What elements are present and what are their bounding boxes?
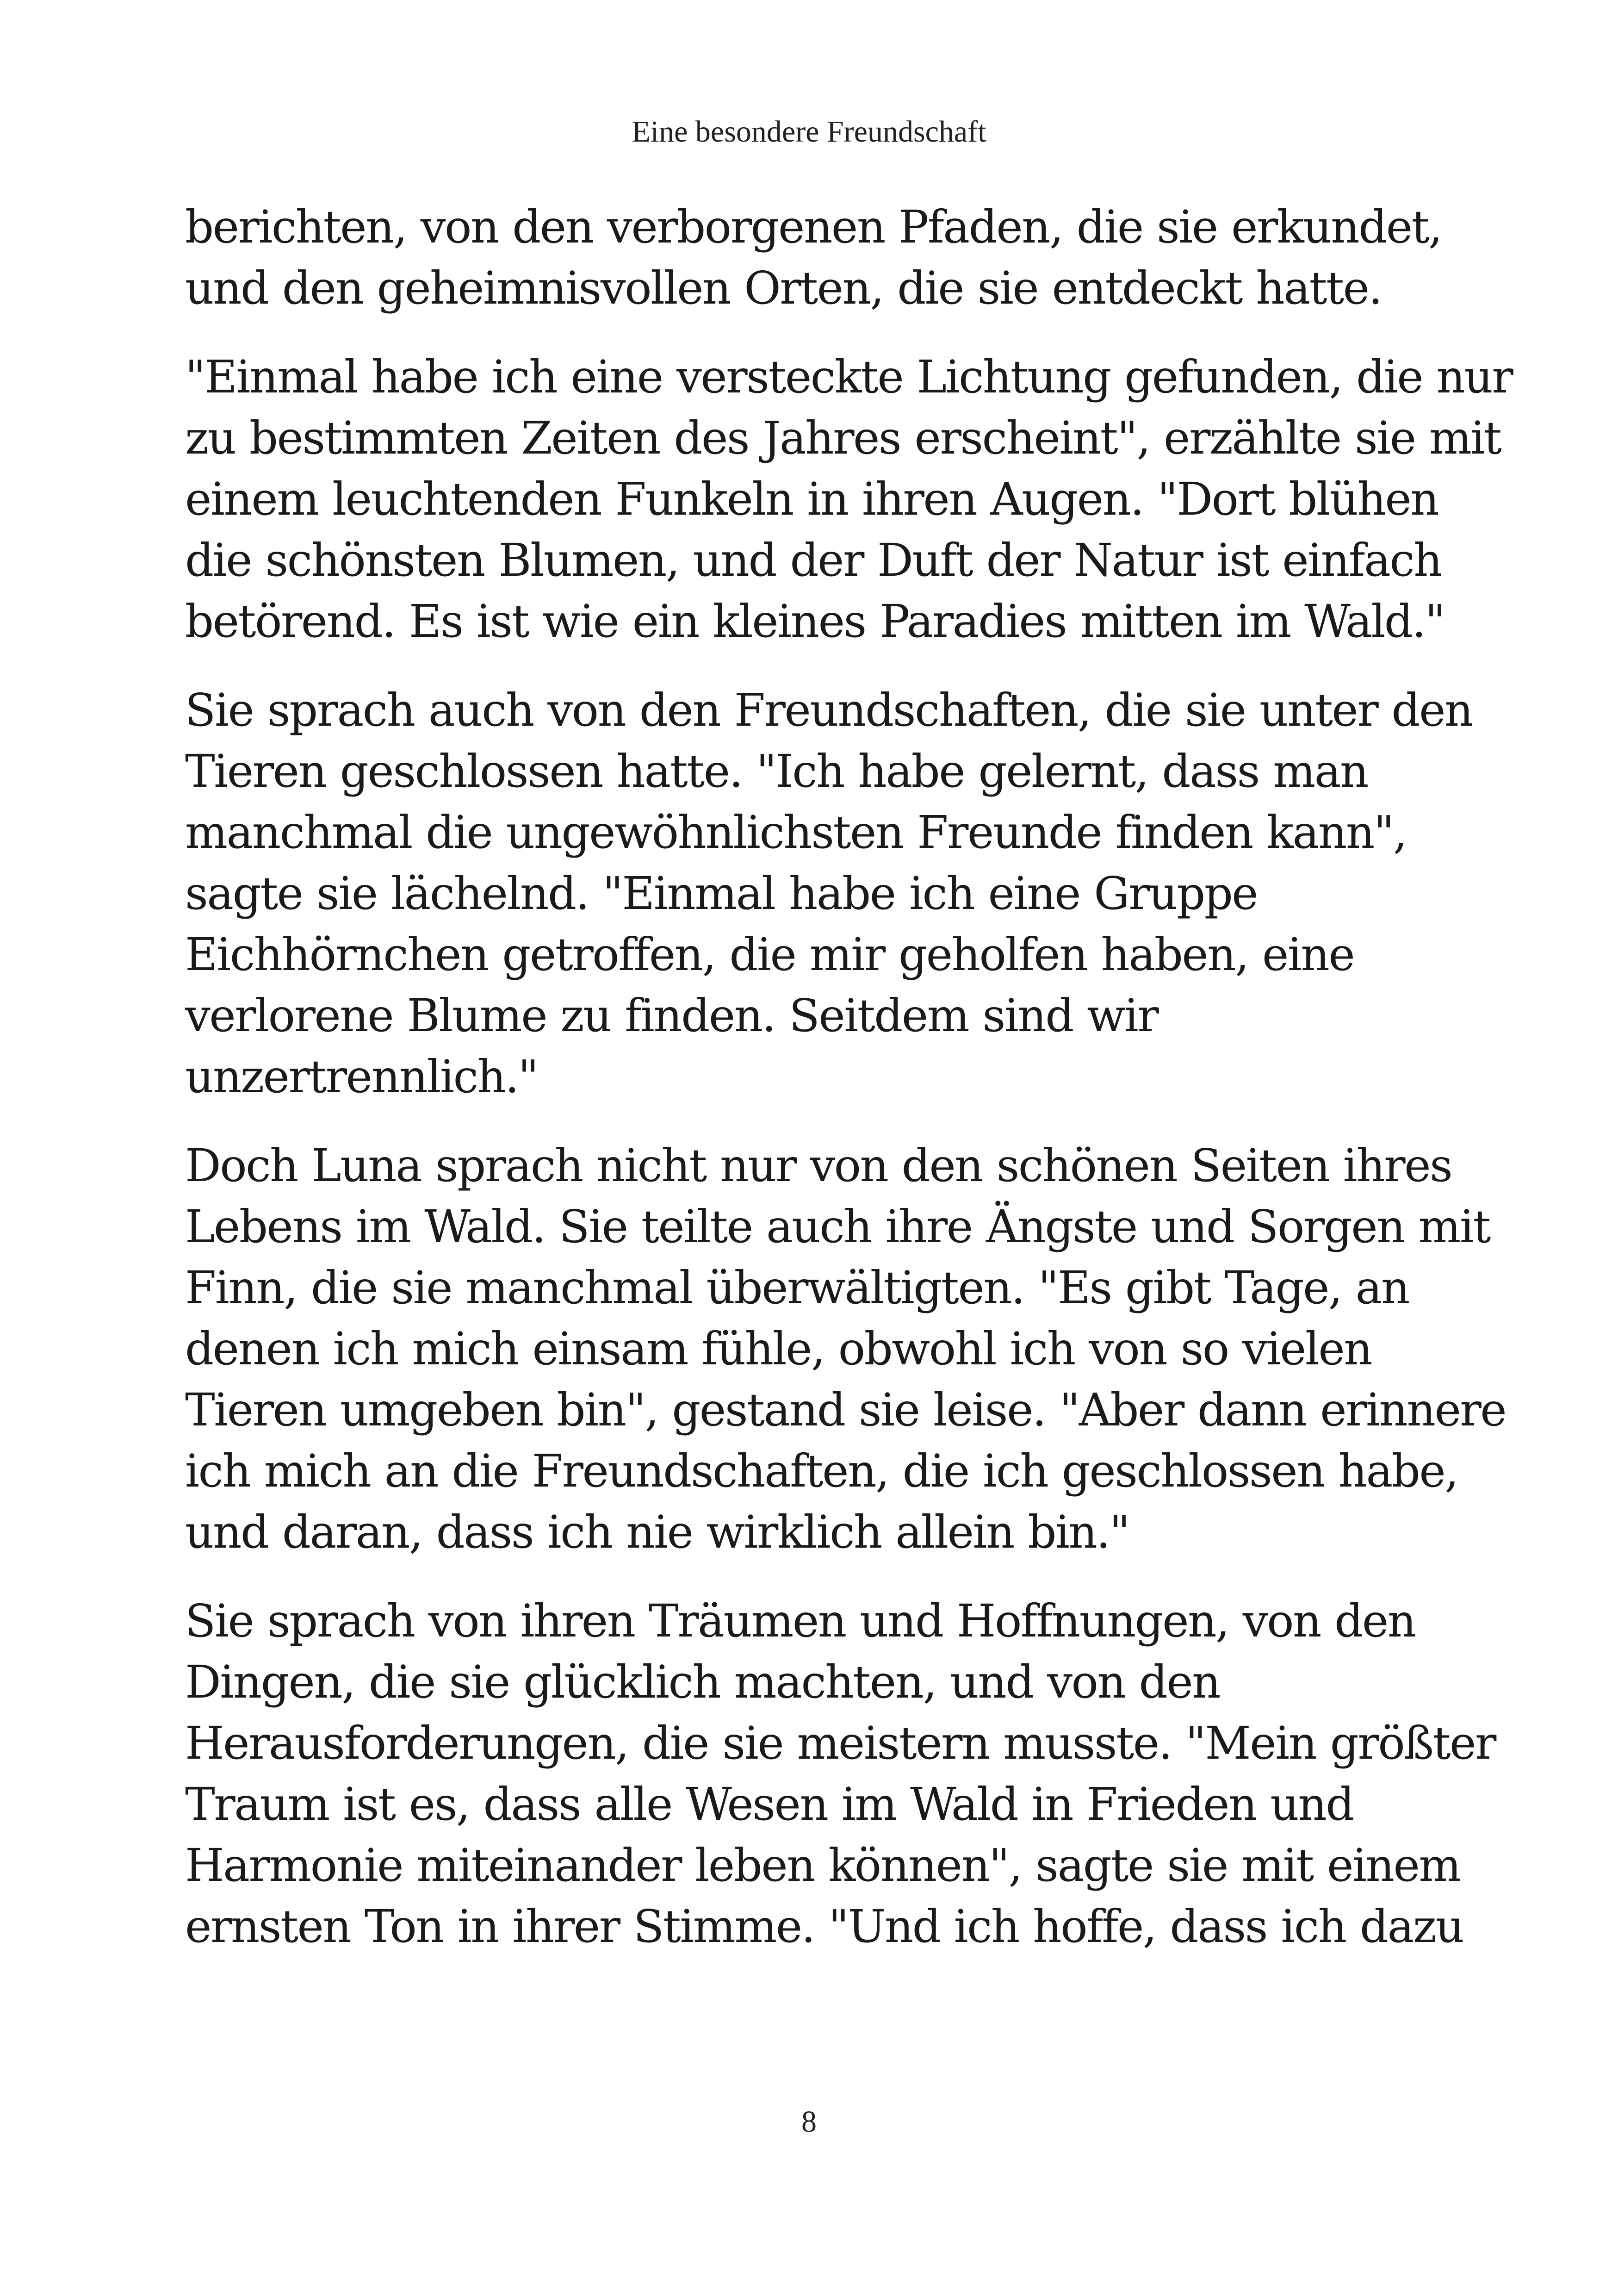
text-line: und den geheimnisvollen Orten, die sie entdeckt hatte. [185,262,1382,314]
text-line: Eichhörnchen getroffen, die mir geholfen haben, eine [185,928,1354,981]
text-line: berichten, von den verborgenen Pfaden, die sie erkundet, [185,201,1442,253]
running-header: Eine besondere Freundschaft [632,115,986,149]
text-line: "Einmal habe ich eine versteckte Lichtung gefunden, die nur [185,351,1513,403]
text-line: die schönsten Blumen, und der Duft der Natur ist einfach [185,534,1442,586]
text-line: denen ich mich einsam fühle, obwohl ich von so vielen [185,1323,1372,1375]
text-line: Harmonie miteinander leben können", sagte sie mit einem [185,1839,1460,1892]
text-line: verlorene Blume zu finden. Seitdem sind wir [185,989,1158,1042]
text-line: Tieren geschlossen hatte. "Ich habe gelernt, dass man [185,745,1368,797]
text-line: und daran, dass ich nie wirklich allein bin." [185,1506,1129,1558]
page-number: 8 [801,2105,817,2139]
paragraph [185,1591,1495,1957]
text-line: Sie sprach auch von den Freundschaften, die sie unter den [185,684,1472,736]
text-line: Lebens im Wald. Sie teilte auch ihre Ängste und Sorgen mit [185,1201,1490,1253]
text-line: betörend. Es ist wie ein kleines Paradies mitten im Wald." [185,595,1444,647]
text-line: Herausforderungen, die sie meistern musste. "Mein größter [185,1717,1495,1769]
text-line: Sie sprach von ihren Träumen und Hoffnungen, von den [185,1595,1415,1647]
paragraph [185,197,1462,319]
text-line: ich mich an die Freundschaften, die ich geschlossen habe, [185,1445,1458,1497]
text-line: Finn, die sie manchmal überwältigten. "Es gibt Tage, an [185,1262,1409,1314]
paragraph [185,680,1472,1108]
text-line: einem leuchtenden Funkeln in ihren Augen. "Dort blühen [185,473,1438,525]
text-line: Doch Luna sprach nicht nur von den schönen Seiten ihres [185,1139,1452,1192]
text-line: sagte sie lächelnd. "Einmal habe ich eine Gruppe [185,867,1258,920]
text-line: Traum ist es, dass alle Wesen im Wald in Frieden und [185,1778,1353,1830]
text-line: Tieren umgeben bin", gestand sie leise. "Aber dann erinnere [185,1384,1506,1436]
text-line: unzertrennlich." [185,1051,538,1103]
text-line: zu bestimmten Zeiten des Jahres erscheint", erzählte sie mit [185,412,1501,464]
text-line: Dingen, die sie glücklich machten, und von den [185,1656,1220,1708]
paragraph [185,347,1513,652]
text-line: manchmal die ungewöhnlichsten Freunde finden kann", [185,806,1407,859]
text-line: ernsten Ton in ihrer Stimme. "Und ich hoffe, dass ich dazu [185,1900,1463,1953]
paragraph [185,1135,1506,1563]
body-text [185,197,1513,1985]
